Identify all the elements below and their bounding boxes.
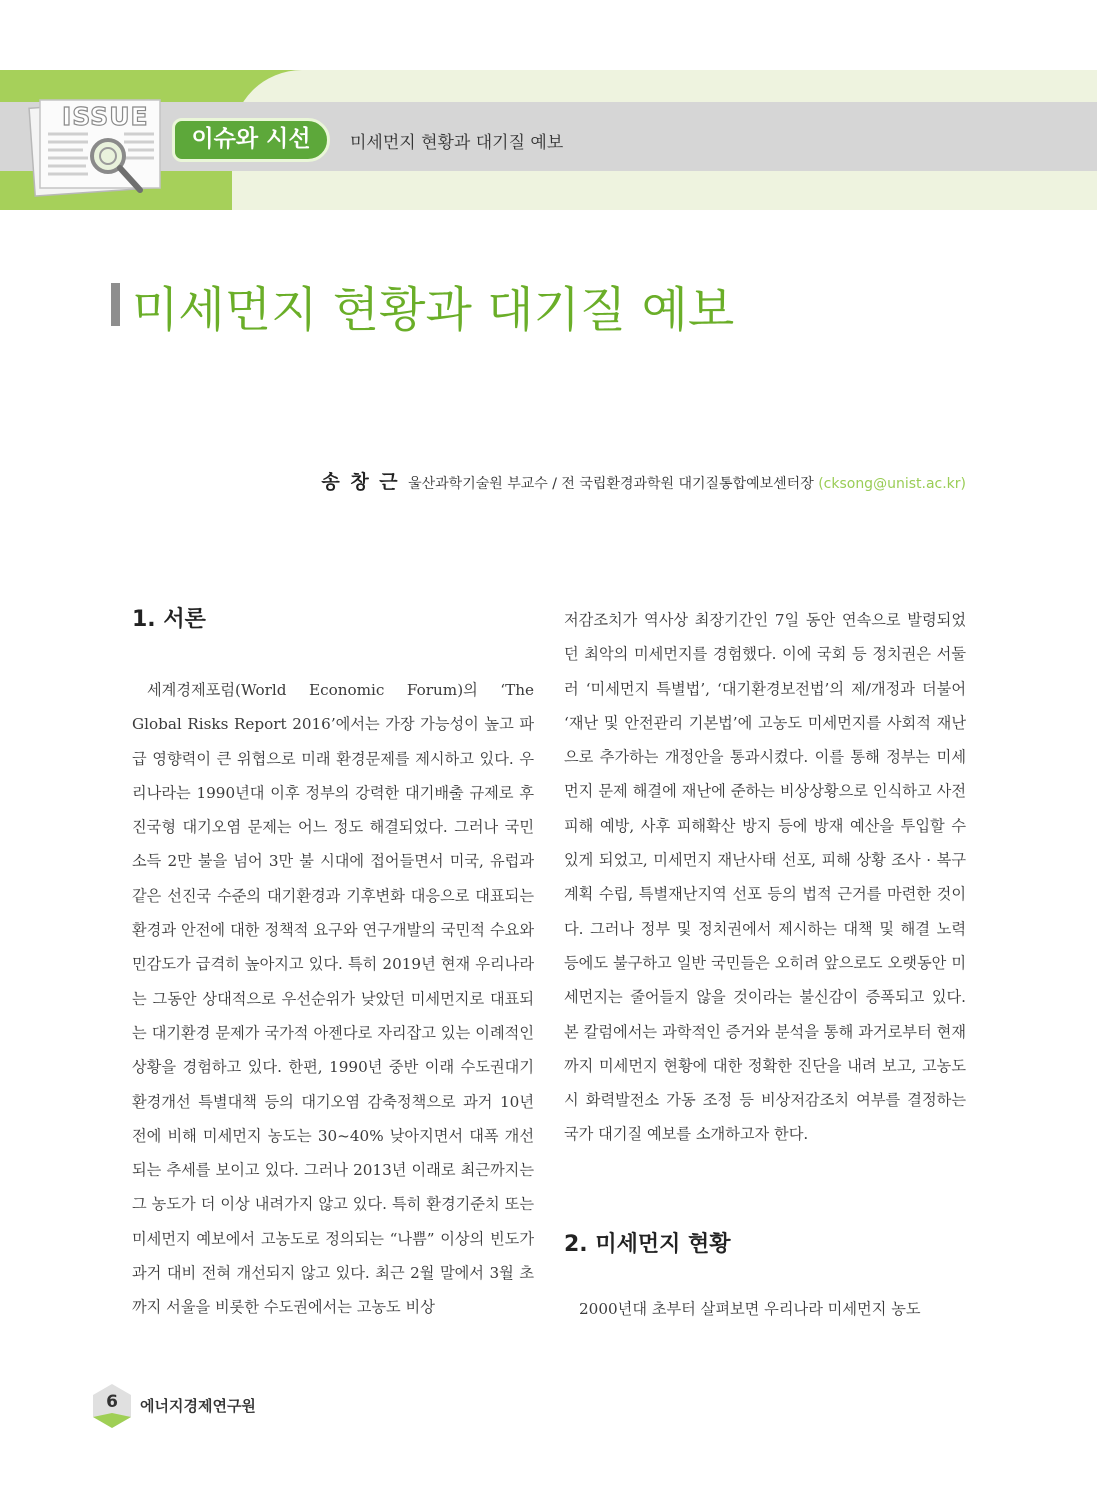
publisher-name: 에너지경제연구원 xyxy=(140,1397,256,1415)
page-number: 6 xyxy=(106,1392,118,1412)
column-left xyxy=(132,603,534,1325)
article-title: 미세먼지 현황과 대기질 예보 xyxy=(132,282,735,338)
column-right xyxy=(564,603,966,1326)
section-heading-status: 2. 미세먼지 현황 xyxy=(564,1231,731,1257)
paragraph-status: 2000년대 초부터 살펴보면 우리나라 미세먼지 농도 xyxy=(579,1299,921,1318)
author-byline xyxy=(321,467,966,494)
section-label: 이슈와 시선 xyxy=(172,118,330,162)
section-heading-intro: 1. 서론 xyxy=(132,607,206,632)
author-affiliation: 울산과학기술원 부교수 / 전 국립환경과학원 대기질통합예보센터장 xyxy=(408,476,814,492)
author-email: (cksong@unist.ac.kr) xyxy=(818,476,966,492)
author-name: 송 창 근 xyxy=(321,471,400,493)
title-accent-bar xyxy=(111,283,120,326)
paragraph-intro-a: 세계경제포럼(World Economic Forum)의 ‘The Global Risks Report 2016’에서는 가장 가능성이 높고 파급 영향력이 큰 위협으로 미래 환경문제를 제시하고 있다. 우리나라는 1990년대 이후 정부의 강력한 대기배출 규제로 후진국형 대기오염 문제는 어느 정도 해결되었다. 그러나 국민소득 2만 불을 넘어 3만 불 시대에 접어들면서 미국, 유럽과 같은 선진국 수준의 대기환경과 기후변화 대응으로 대표되는 환경과 안전에 대한 정책적 요구와 연구개발의 국민적 수요와 민감도가 급격히 높아지고 있다. 특히 2019년 현재 우리나라는 그동안 상대적으로 우선순위가 낮았던 미세먼지로 대표되는 대기환경 문제가 국가적 아젠다로 자리잡고 있는 이례적인 상황을 경험하고 있다. 한편, 1990년 중반 이래 수도권대기환경개선 특별대책 등의 대기오염 감축정책으로 과거 10년 전에 비해 미세먼지 농도는 30~40% 낮아지면서 대폭 개선되는 추세를 보이고 있다. 그러나 2013년 이래로 최근까지는 그 농도가 더 이상 내려가지 않고 있다. 특히 환경기준치 또는 미세먼지 예보에서 고농도로 정의되는 “나쁨” 이상의 빈도가 과거 대비 전혀 개선되지 않고 있다. 최근 2월 말에서 3월 초까지 서울을 비롯한 수도권에서는 고농도 비상 xyxy=(132,681,534,1317)
issue-badge: ISSUE xyxy=(62,102,149,131)
header-topic: 미세먼지 현황과 대기질 예보 xyxy=(350,133,564,153)
paragraph-intro-b: 저감조치가 역사상 최장기간인 7일 동안 연속으로 발령되었던 최악의 미세먼지를 경험했다. 이에 국회 등 정치권은 서둘러 ‘미세먼지 특별법’, ‘대기환경보전법’의 제/개정과 더불어 ‘재난 및 안전관리 기본법’에 고농도 미세먼지를 사회적 재난으로 추가하는 개정안을 통과시켰다. 이를 통해 정부는 미세먼지 문제 해결에 재난에 준하는 비상상황으로 인식하고 사전피해 예방, 사후 피해확산 방지 등에 방재 예산을 투입할 수 있게 되었고, 미세먼지 재난사태 선포, 피해 상황 조사 · 복구 계획 수립, 특별재난지역 선포 등의 법적 근거를 마련한 것이다. 그러나 정부 및 정치권에서 제시하는 대책 및 해결 노력 등에도 불구하고 일반 국민들은 오히려 앞으로도 오랫동안 미세먼지는 줄어들지 않을 것이라는 불신감이 증폭되고 있다. 본 칼럼에서는 과학적인 증거와 분석을 통해 과거로부터 현재까지 미세먼지 현황에 대한 정확한 진단을 내려 보고, 고농도 시 화력발전소 가동 조정 등 비상저감조치 여부를 결정하는 국가 대기질 예보를 소개하고자 한다. xyxy=(564,611,966,1144)
